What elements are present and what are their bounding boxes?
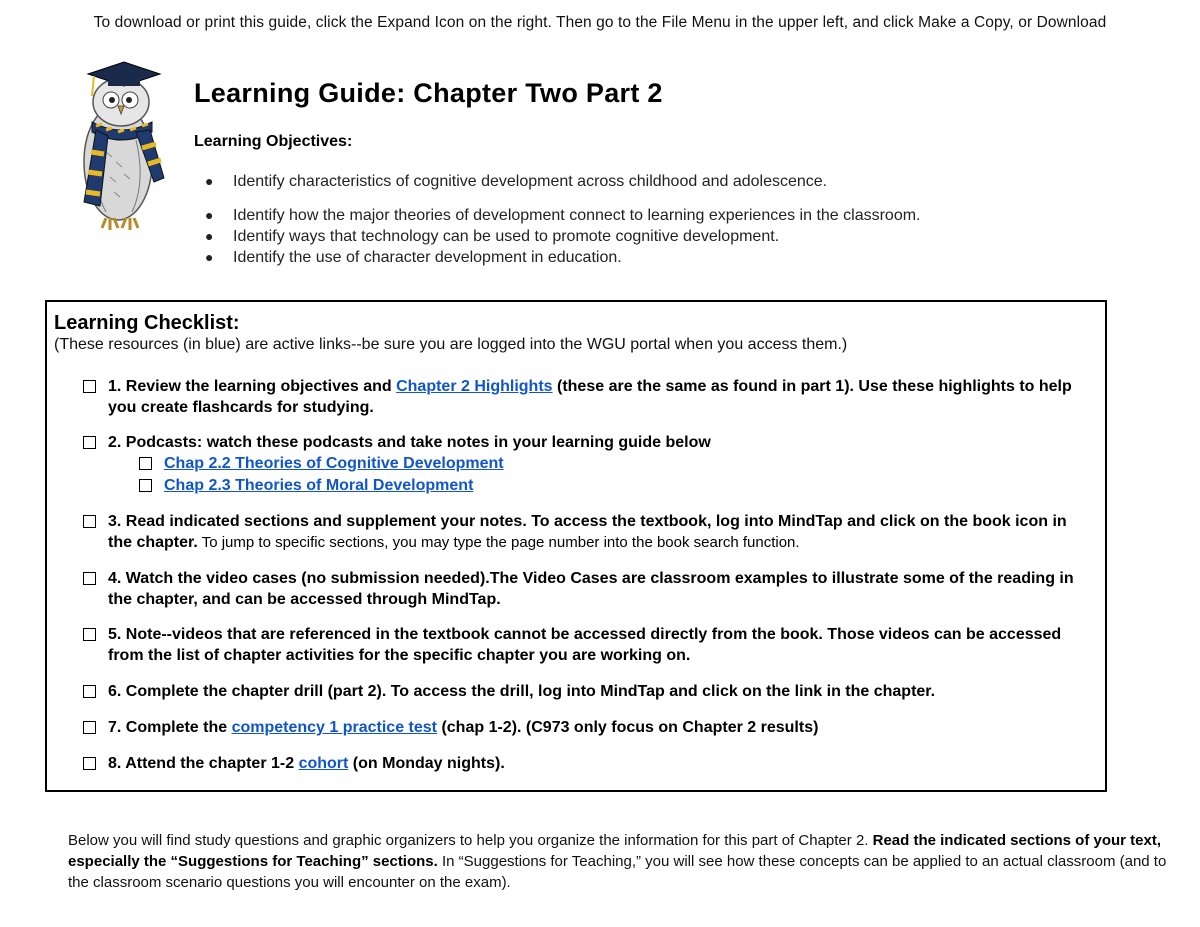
checklist-title: Learning Checklist: bbox=[54, 312, 240, 334]
checkbox-icon[interactable] bbox=[83, 515, 96, 528]
checkbox-icon[interactable] bbox=[83, 572, 96, 585]
objectives-list bbox=[205, 171, 921, 268]
podcast-item-cognitive bbox=[139, 453, 504, 474]
checkbox-icon[interactable] bbox=[83, 685, 96, 698]
checkbox-icon[interactable] bbox=[83, 757, 96, 770]
learning-checklist-box bbox=[45, 300, 1107, 792]
checklist-item-8: 8. Attend the chapter 1-2 cohort (on Monday nights). bbox=[83, 753, 1093, 774]
objectives-heading: Learning Objectives: bbox=[194, 133, 353, 150]
checkbox-icon[interactable] bbox=[83, 380, 96, 393]
checklist-item-5: 5. Note--videos that are referenced in the textbook cannot be accessed directly from the book. Those videos can be accessed from the list of chapter activities for the specific chapter you are working on. bbox=[83, 624, 1093, 666]
study-instructions-paragraph: Below you will find study questions and graphic organizers to help you organize the information for this part of Chapter 2. Read the indicated sections of your text, especially the “Suggestions for Teaching” sections. In “Suggestions for Teaching,” you will see how these concepts can be applied to an actual classroom (and to the classroom scenario questions you will encounter on the exam). bbox=[68, 832, 1167, 891]
checkbox-icon[interactable] bbox=[83, 721, 96, 734]
objective-item: ● Identify how the major theories of development connect to learning experiences in the classroom. bbox=[205, 207, 921, 224]
objective-item: ● Identify characteristics of cognitive development across childhood and adolescence. bbox=[205, 173, 828, 190]
bullet-icon: ● bbox=[205, 173, 214, 189]
checklist-item-3: 3. Read indicated sections and supplement your notes. To access the textbook, log into MindTap and click on the book icon in the chapter. To jump to specific sections, you may type the page number into the book search function. bbox=[83, 511, 1093, 553]
objective-item: ● Identify ways that technology can be used to promote cognitive development. bbox=[205, 228, 780, 245]
checklist-item-7: 7. Complete the competency 1 practice test (chap 1-2). (C973 only focus on Chapter 2 results) bbox=[83, 717, 1093, 738]
checklist-item-2: 2. Podcasts: watch these podcasts and take notes in your learning guide below bbox=[83, 432, 1093, 453]
checklist-item-1: 1. Review the learning objectives and Chapter 2 Highlights (these are the same as found in part 1). Use these highlights to help you create flashcards for studying. bbox=[83, 376, 1093, 418]
checkbox-icon[interactable] bbox=[139, 457, 152, 470]
bullet-icon: ● bbox=[205, 228, 214, 244]
checkbox-icon[interactable] bbox=[139, 479, 152, 492]
checkbox-icon[interactable] bbox=[83, 436, 96, 449]
objective-item: ● Identify the use of character development in education. bbox=[205, 249, 622, 266]
bullet-icon: ● bbox=[205, 207, 214, 223]
bullet-icon: ● bbox=[205, 249, 214, 265]
moral-development-podcast-link[interactable]: Chap 2.3 Theories of Moral Development bbox=[164, 477, 474, 494]
checklist-item-6: 6. Complete the chapter drill (part 2). To access the drill, log into MindTap and click on the link in the chapter. bbox=[83, 681, 1093, 702]
cognitive-development-podcast-link[interactable]: Chap 2.2 Theories of Cognitive Development bbox=[164, 455, 504, 472]
cohort-link[interactable]: cohort bbox=[298, 755, 349, 772]
checklist-subtitle: (These resources (in blue) are active links--be sure you are logged into the WGU portal when you access them.) bbox=[54, 336, 848, 353]
page-title: Learning Guide: Chapter Two Part 2 bbox=[194, 78, 663, 108]
chapter-2-highlights-link[interactable]: Chapter 2 Highlights bbox=[396, 378, 553, 395]
download-instructions: To download or print this guide, click the Expand Icon on the right. Then go to the File Menu in the upper left, and click Make a Copy, or Download bbox=[93, 14, 1107, 31]
owl-mascot-icon bbox=[66, 52, 166, 234]
checklist-item-4: 4. Watch the video cases (no submission needed).The Video Cases are classroom examples to illustrate some of the reading in the chapter, and can be accessed through MindTap. bbox=[83, 568, 1093, 610]
practice-test-link[interactable]: competency 1 practice test bbox=[231, 719, 437, 736]
podcast-item-moral bbox=[139, 475, 473, 496]
checkbox-icon[interactable] bbox=[83, 628, 96, 641]
